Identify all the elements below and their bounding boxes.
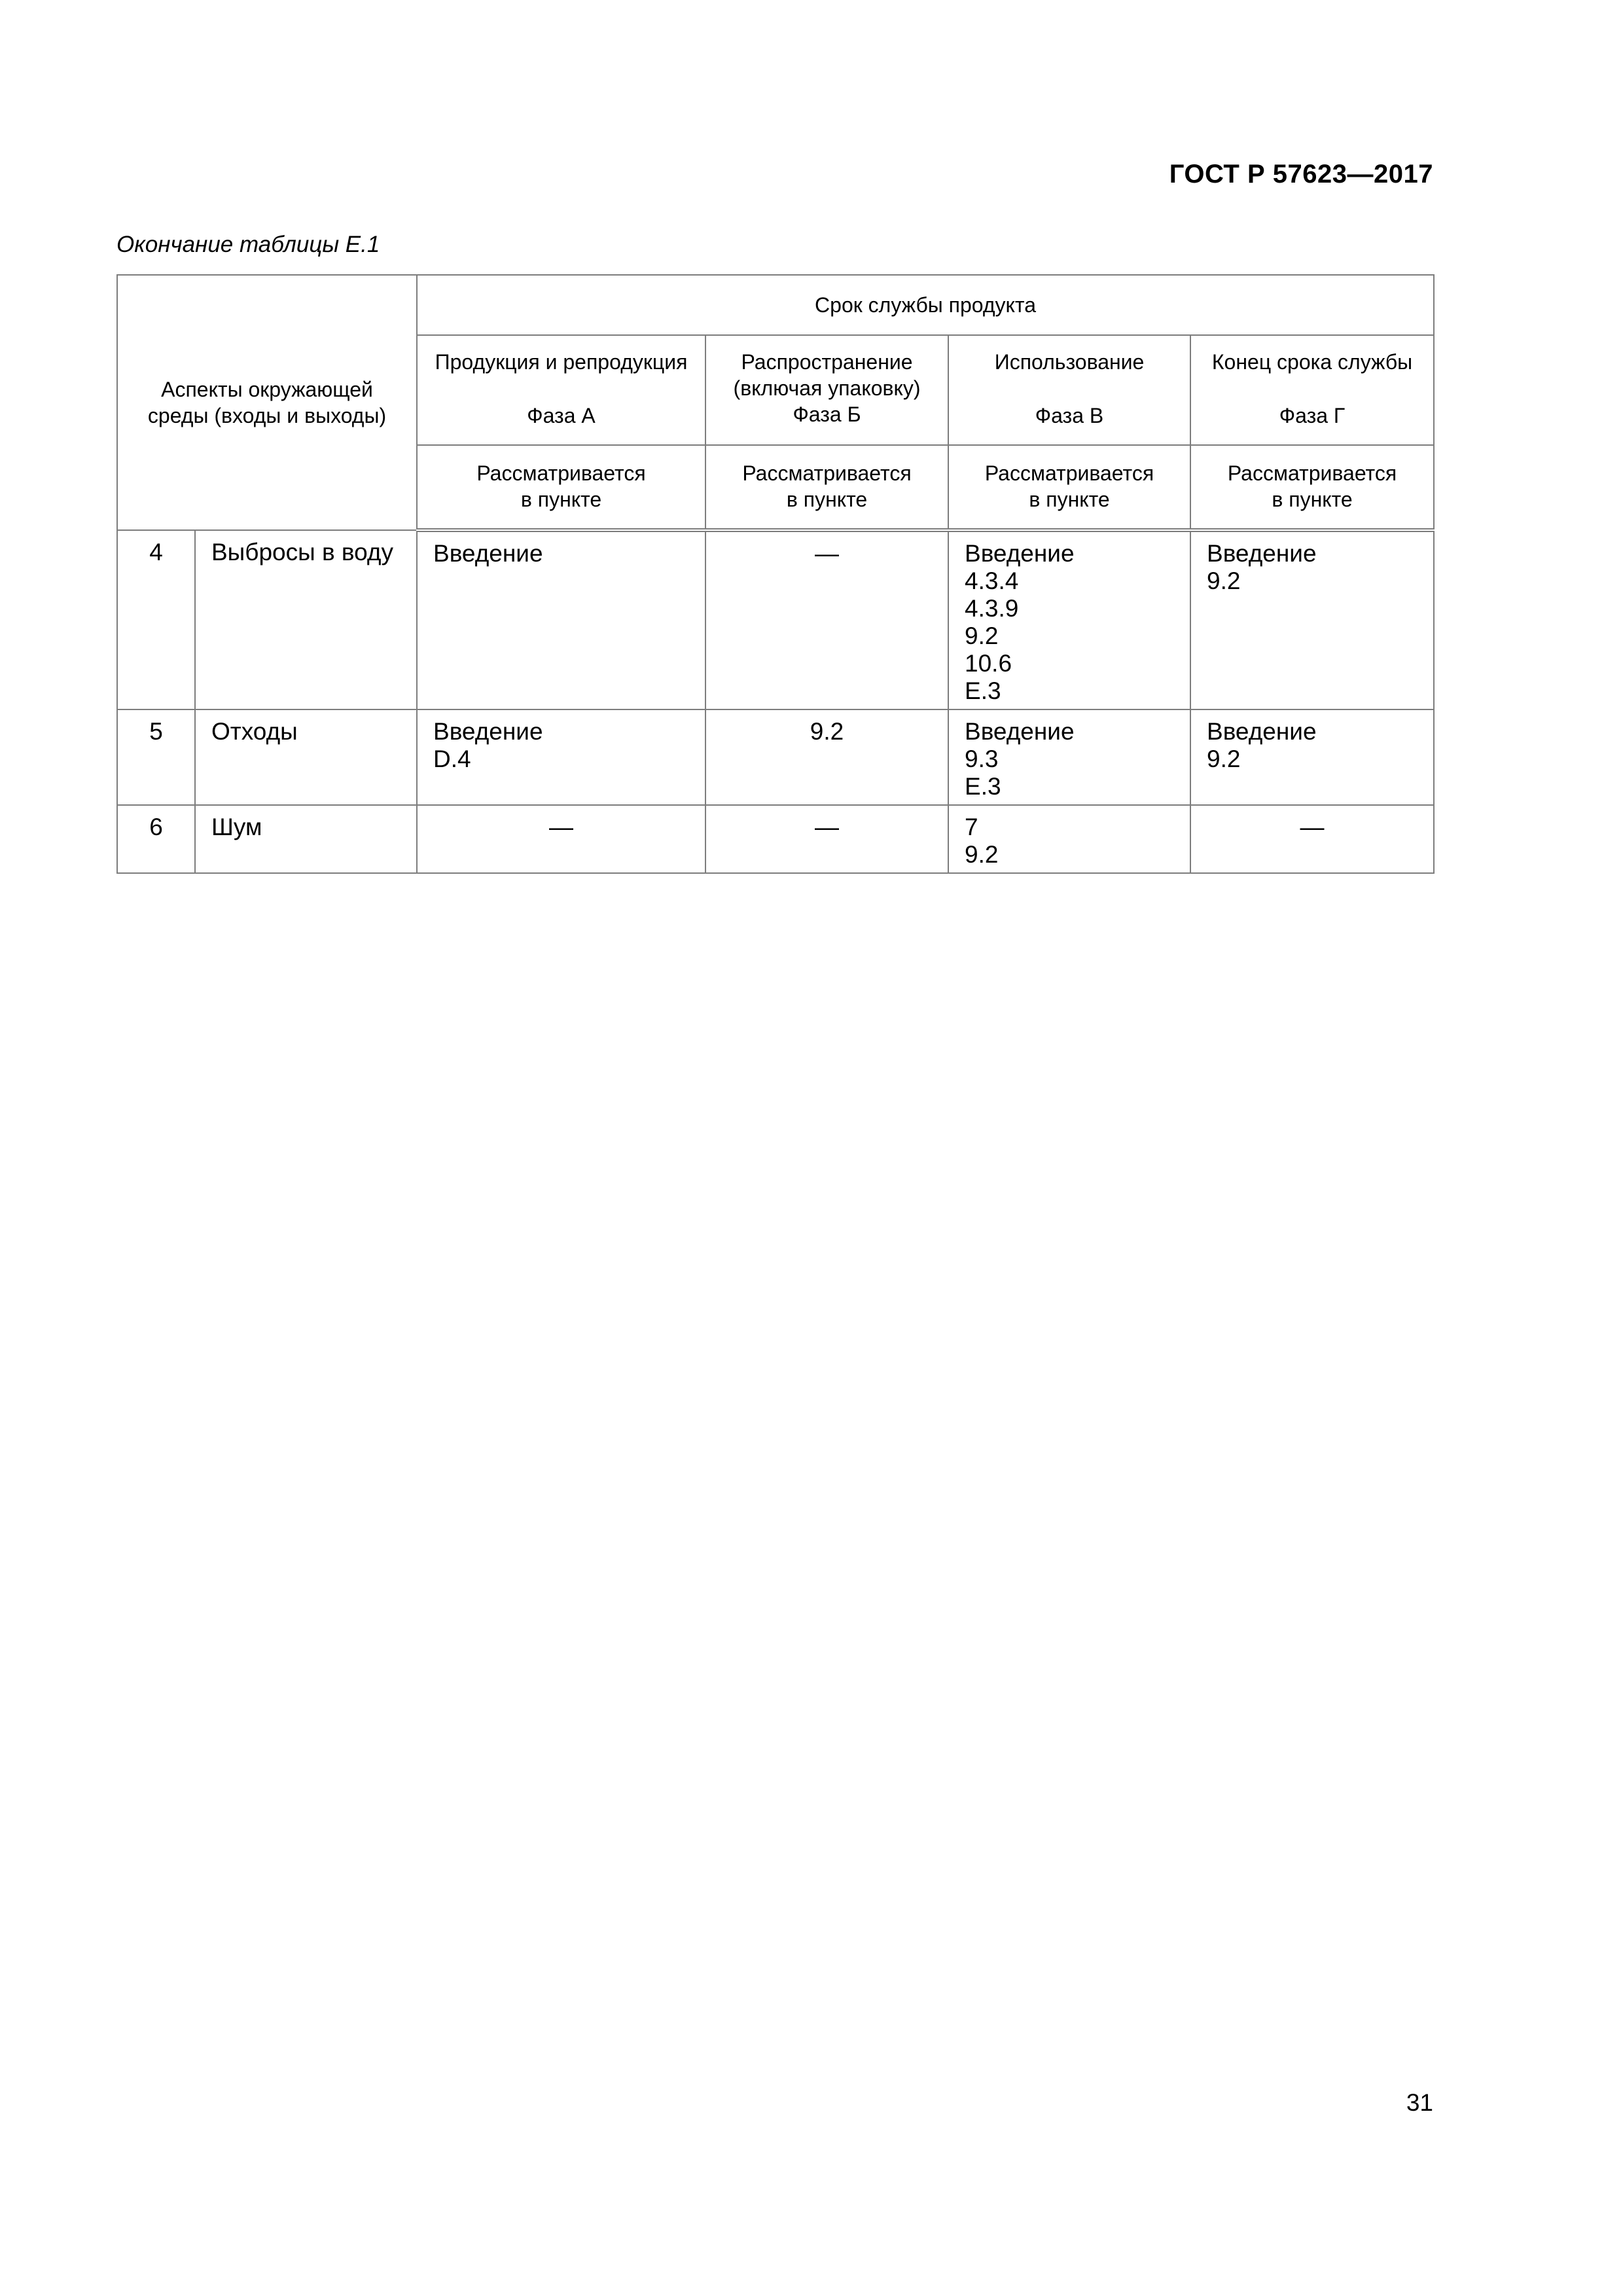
- cell-phase-g: [1190, 709, 1434, 805]
- cell-ref: —: [815, 540, 840, 567]
- cell-ref: 10.6: [965, 650, 1012, 677]
- row-aspect: Выбросы в воду: [195, 530, 417, 709]
- row-number: 5: [117, 709, 195, 805]
- cell-ref: Введение: [433, 718, 543, 745]
- cell-ref: D.4: [433, 745, 471, 772]
- header-considered: [948, 445, 1190, 530]
- cell-ref: —: [815, 814, 840, 840]
- header-row-service-life: [117, 275, 1434, 335]
- page-number: 31: [1406, 2089, 1433, 2116]
- cell-phase-v: [948, 709, 1190, 805]
- header-considered: [1190, 445, 1434, 530]
- header-considered-line: Рассматривается: [476, 461, 646, 485]
- environmental-aspects-table: [116, 274, 1435, 874]
- header-phase-title: (включая упаковку): [733, 376, 921, 400]
- cell-phase-b: [705, 530, 948, 709]
- cell-ref: 9.2: [810, 718, 844, 745]
- cell-ref: 4.3.4: [965, 567, 1019, 594]
- header-aspects: [117, 275, 417, 530]
- cell-ref: Введение: [965, 718, 1075, 745]
- cell-phase-v: [948, 530, 1190, 709]
- header-considered: [417, 445, 705, 530]
- header-phase-title: Продукция и репродукция: [435, 350, 688, 374]
- header-considered-line: в пункте: [520, 488, 602, 511]
- cell-ref: 9.2: [965, 841, 999, 868]
- row-aspect: Отходы: [195, 709, 417, 805]
- cell-phase-b: [705, 805, 948, 873]
- table-row: [117, 805, 1434, 873]
- header-phase-v: [948, 335, 1190, 445]
- header-considered-line: в пункте: [786, 488, 868, 511]
- header-considered-line: Рассматривается: [1227, 461, 1397, 485]
- header-considered-line: Рассматривается: [742, 461, 912, 485]
- cell-phase-b: [705, 709, 948, 805]
- cell-ref: —: [549, 814, 574, 840]
- header-phase-label: Фаза Г: [1279, 404, 1346, 427]
- cell-ref: Введение: [433, 540, 543, 567]
- cell-phase-v: [948, 805, 1190, 873]
- cell-ref: 7: [965, 814, 978, 840]
- cell-phase-a: [417, 805, 705, 873]
- table-row: [117, 530, 1434, 709]
- header-phase-label: Фаза А: [527, 404, 596, 427]
- cell-ref: E.3: [965, 677, 1001, 704]
- cell-phase-a: [417, 709, 705, 805]
- cell-ref: 9.3: [965, 745, 999, 772]
- header-phase-title: Распространение: [741, 350, 913, 374]
- header-considered-line: в пункте: [1029, 488, 1110, 511]
- header-considered-line: в пункте: [1272, 488, 1353, 511]
- cell-ref: 9.2: [965, 622, 999, 649]
- cell-phase-a: [417, 530, 705, 709]
- cell-phase-g: [1190, 805, 1434, 873]
- cell-ref: Введение: [965, 540, 1075, 567]
- cell-ref: —: [1300, 814, 1325, 840]
- cell-ref: 9.2: [1207, 745, 1241, 772]
- header-considered: [705, 445, 948, 530]
- header-phase-title: Конец срока службы: [1211, 350, 1413, 374]
- row-number: 4: [117, 530, 195, 709]
- header-aspects-line: Аспекты окружающей: [161, 378, 373, 401]
- header-phase-g: [1190, 335, 1434, 445]
- header-phase-b: [705, 335, 948, 445]
- header-phase-title: Использование: [994, 350, 1145, 374]
- table-caption: Окончание таблицы Е.1: [116, 232, 380, 257]
- table-row: [117, 709, 1434, 805]
- row-number: 6: [117, 805, 195, 873]
- cell-ref: Введение: [1207, 718, 1317, 745]
- cell-ref: 9.2: [1207, 567, 1241, 594]
- header-phase-label: Фаза В: [1035, 404, 1104, 427]
- document-code: ГОСТ Р 57623—2017: [1169, 160, 1433, 188]
- cell-phase-g: [1190, 530, 1434, 709]
- header-phase-a: [417, 335, 705, 445]
- cell-ref: Введение: [1207, 540, 1317, 567]
- header-aspects-line: среды (входы и выходы): [147, 404, 387, 427]
- header-service-life: Срок службы продукта: [417, 275, 1434, 335]
- header-phase-label: Фаза Б: [793, 403, 861, 426]
- header-considered-line: Рассматривается: [984, 461, 1154, 485]
- table-container: [116, 274, 1435, 874]
- cell-ref: E.3: [965, 773, 1001, 800]
- cell-ref: 4.3.9: [965, 595, 1019, 622]
- row-aspect: Шум: [195, 805, 417, 873]
